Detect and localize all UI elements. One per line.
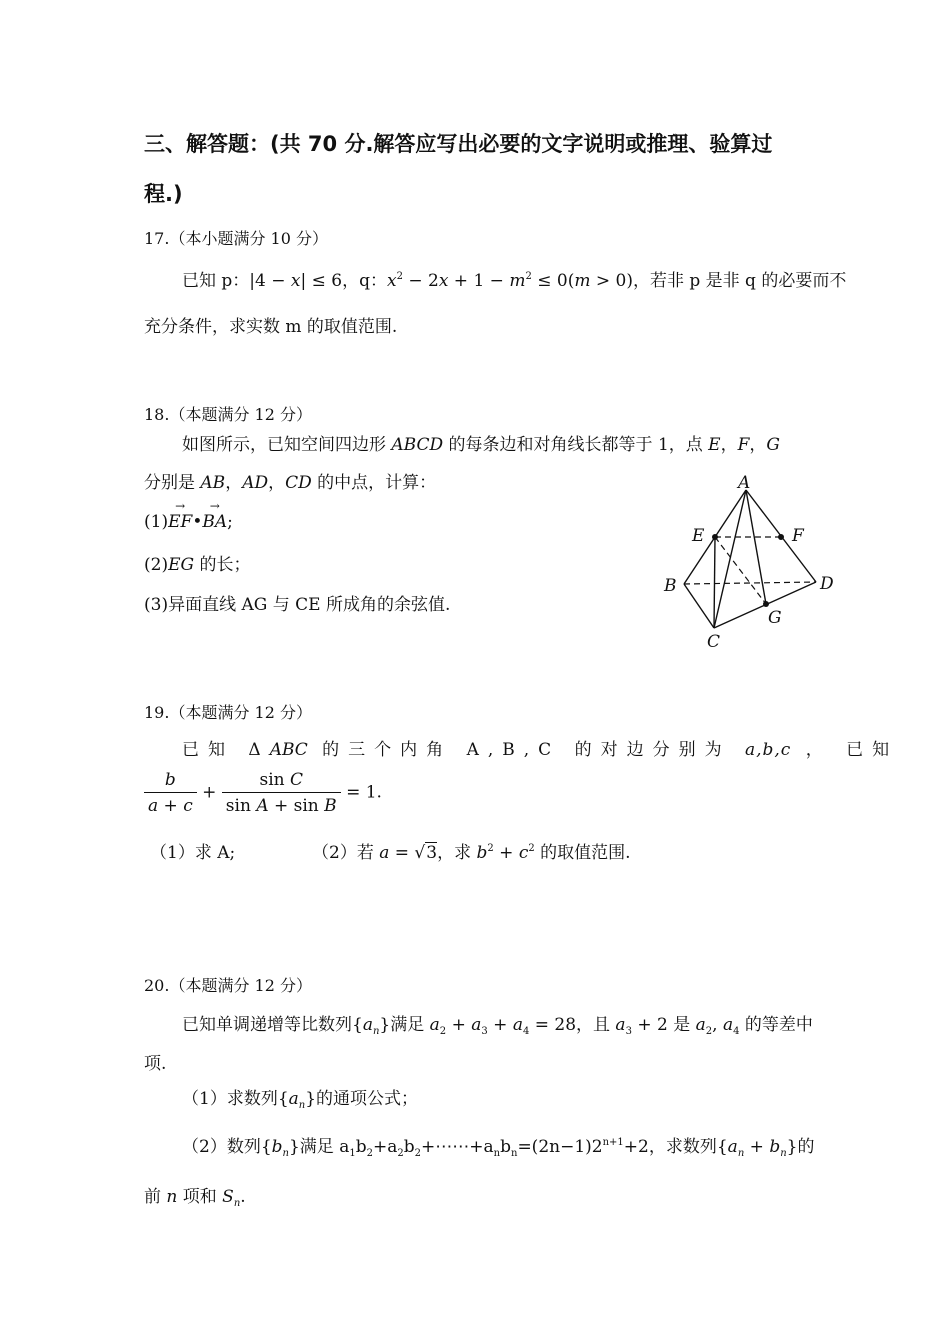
q19-statement-line1: 已知 ΔABC 的三个内角 A,B,C 的对边分别为 a,b,c ， 已知 [182, 740, 899, 760]
label-C: C [707, 632, 721, 652]
q18-statement-line1: 如图所示，已知空间四边形 ABCD 的每条边和对角线长都等于 1，点 E，F，G [182, 435, 780, 455]
q17-statement-line1: 已知 p：|4 − x| ≤ 6，q：$x^2 - 2x + 1 - m^2 \le 0(m > 0)$，若非 p 是非 q 的必要而不 [182, 271, 847, 291]
q17-header: 17.（本小题满分 10 分） [144, 229, 328, 248]
section-title-line1: 三、解答题：(共 70 分.解答应写出必要的文字说明或推理、验算过 [144, 132, 773, 156]
q17-statement-line2: 充分条件，求实数 m 的取值范围. [144, 317, 398, 337]
segment-EG [715, 537, 766, 604]
q18-statement-line2: 分别是 AB，AD，CD 的中点，计算： [144, 473, 437, 493]
q20-header: 20.（本题满分 12 分） [144, 976, 312, 995]
label-F: F [792, 526, 804, 546]
point-E [712, 534, 718, 540]
q20-part2-line2: 前 n 项和 $S_n$. [144, 1187, 246, 1209]
point-G [763, 601, 769, 607]
q20-statement-line1: 已知单调递增等比数列$\{a_n\}$满足 $a_2 + a_3 + a_4 = 28$，且 $a_3 + 2$ 是 $a_2$, $a_4$ 的等差中 [182, 1015, 813, 1037]
q20-statement-line2: 项. [144, 1054, 167, 1074]
segment-CE [714, 537, 715, 628]
q19-header: 19.（本题满分 12 分） [144, 703, 312, 722]
q20-part1: （1）求数列$\{a_n\}$的通项公式； [182, 1089, 419, 1111]
q20-part2-line1: （2）数列$\{b_n\}$满足 $a_1b_2+a_2b_2+\cdots\cdots+a_nb_n=(2n-1)2^{n+1}+2$，求数列$\{a_n + b_n\}$的 [182, 1137, 815, 1159]
q18-part3: (3)异面直线 AG 与 CE 所成角的余弦值. [144, 595, 451, 615]
label-B: B [664, 576, 677, 596]
label-D: D [820, 574, 834, 594]
q19-part1: （1）求 A; [150, 843, 236, 863]
edge-BD [684, 582, 816, 584]
label-G: G [768, 608, 782, 628]
label-E: E [692, 526, 705, 546]
segment-AG [746, 490, 766, 604]
q19-equation: $\frac{b}{a + c}$ + $\frac{\text{sin C}}{\text{sin A + sin B}}$ = 1. [144, 770, 382, 816]
q18-header: 18.（本题满分 12 分） [144, 405, 312, 424]
edge-BC [684, 584, 714, 628]
edge-AC [714, 490, 746, 628]
point-F [778, 534, 784, 540]
section-title-line2: 程.) [144, 182, 183, 206]
q19-part2: （2）若 a = √3，求 $b^2 + c^2$ 的取值范围. [312, 843, 631, 863]
q18-part2: (2)EG 的长； [144, 555, 251, 575]
tetrahedron-figure [655, 468, 845, 654]
label-A: A [738, 473, 751, 493]
q18-part1: (1)→ EF•→ BA; [144, 512, 233, 532]
